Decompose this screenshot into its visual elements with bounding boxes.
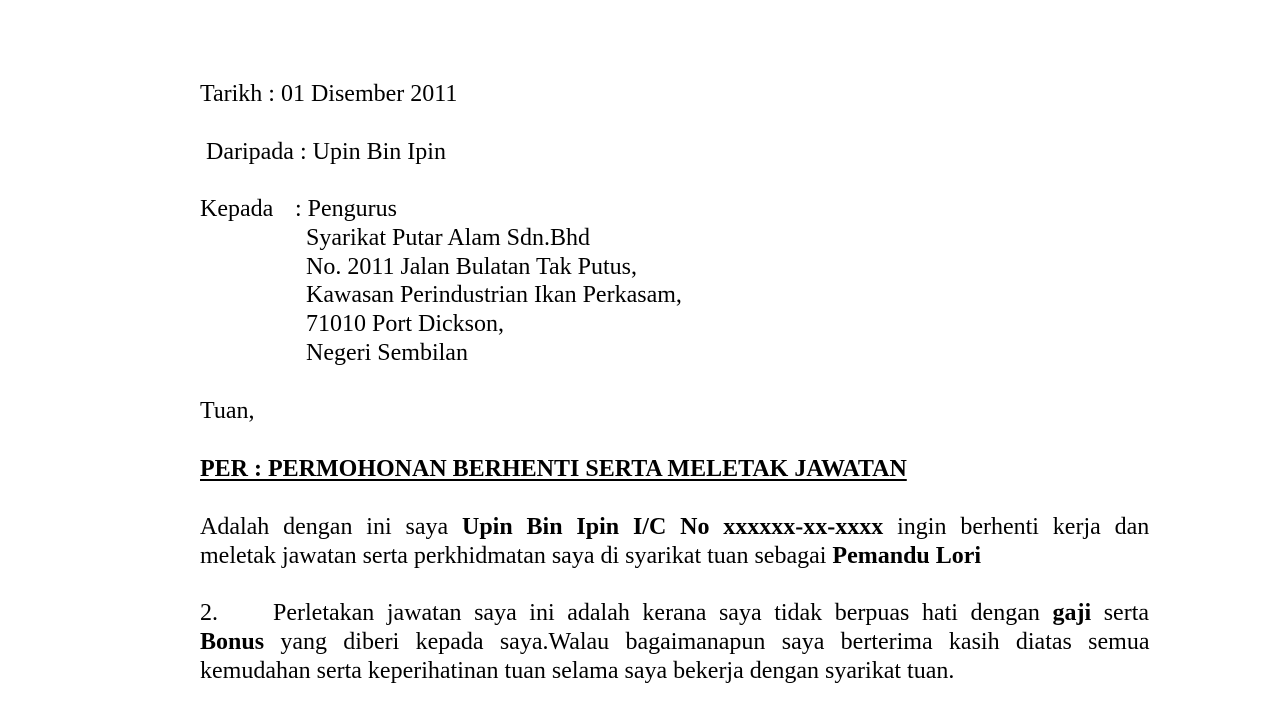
para-bold: Bonus (200, 629, 265, 655)
para-bold: Upin Bin Ipin I/C No xxxxxx-xx-xxxx (461, 514, 884, 540)
subject-title: PER : PERMOHONAN BERHENTI SERTA MELETAK JAWATAN (200, 456, 907, 482)
address-line: Syarikat Putar Alam Sdn.Bhd (306, 225, 590, 251)
para-text: kemudahan serta keperihatinan tuan selama saya bekerja dengan syarikat tuan. (200, 658, 955, 684)
salutation: Tuan, (200, 398, 255, 424)
paragraph-2 (200, 599, 1149, 686)
para-text: Adalah dengan ini saya (200, 514, 462, 540)
from-line: Daripada : Upin Bin Ipin (206, 139, 446, 165)
para-text: Perletakan jawatan saya ini adalah kerana saya tidak berpuas hati dengan (273, 600, 1053, 626)
paragraph-line (200, 628, 1149, 657)
date-line: Tarikh : 01 Disember 2011 (200, 81, 458, 107)
address-line: Negeri Sembilan (306, 340, 468, 366)
paragraph-line (200, 657, 1149, 686)
paragraph-1 (200, 513, 1149, 571)
para-text: meletak jawatan serta perkhidmatan saya di syarikat tuan sebagai (200, 543, 833, 569)
para-bold: Pemandu Lori (832, 543, 982, 569)
paragraph-line (200, 542, 1149, 571)
address-line: No. 2011 Jalan Bulatan Tak Putus, (306, 254, 637, 280)
paragraph-line (200, 599, 1149, 628)
to-label: Kepada (200, 196, 274, 222)
address-line: Kawasan Perindustrian Ikan Perkasam, (306, 282, 682, 308)
para-text: serta (1091, 600, 1150, 626)
para-text: yang diberi kepada saya.Walau bagaimanapun saya berterima kasih diatas semua (264, 629, 1150, 655)
paragraph-number: 2. (200, 600, 218, 626)
para-text: ingin berhenti kerja dan (883, 514, 1150, 540)
address-line: 71010 Port Dickson, (306, 311, 504, 337)
para-bold: gaji (1052, 600, 1092, 626)
to-recipient: : Pengurus (295, 196, 397, 222)
paragraph-line (200, 513, 1149, 542)
